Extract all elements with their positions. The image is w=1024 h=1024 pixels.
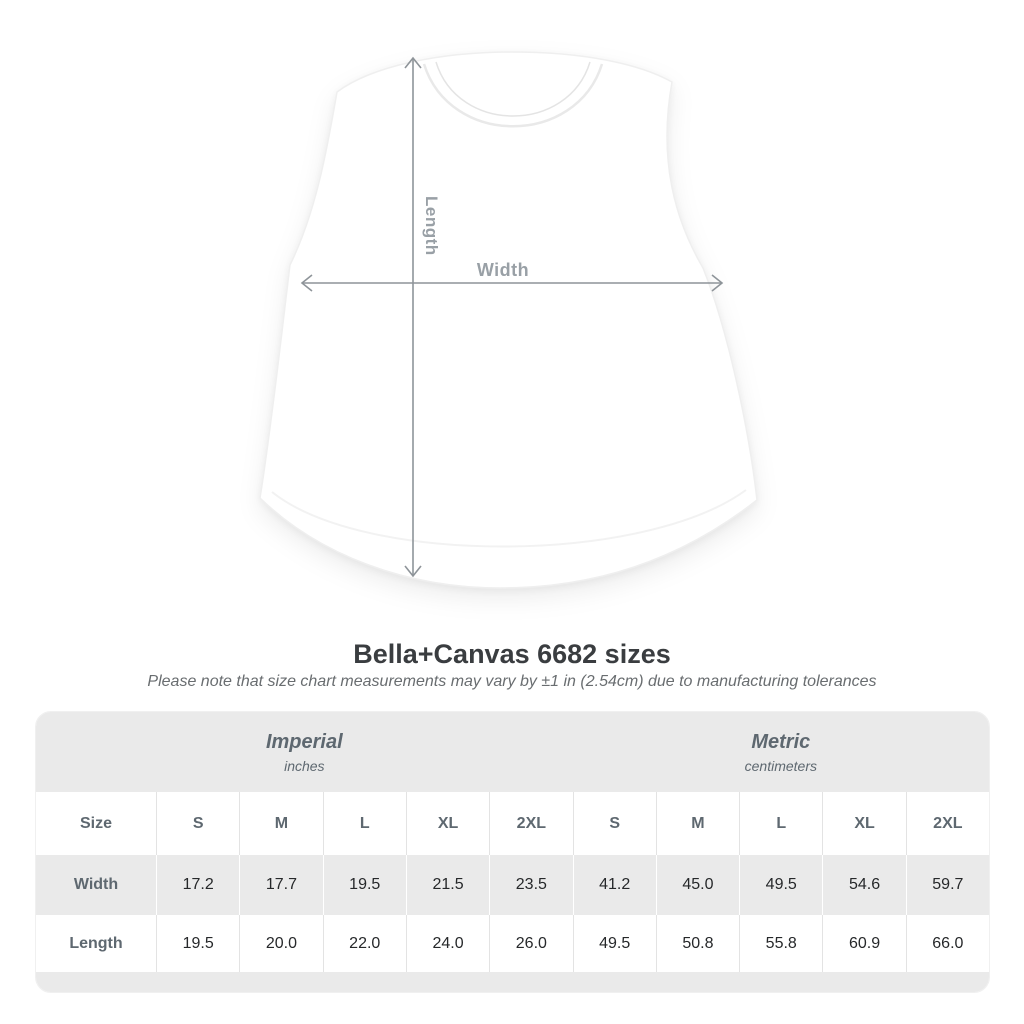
length-row <box>36 915 989 972</box>
col-header-imperial-s: S <box>156 792 239 855</box>
width-row-label: Width <box>73 876 119 893</box>
col-header-imperial-l: L <box>323 792 406 855</box>
width-value: 41.2 <box>573 855 656 915</box>
col-header-metric-2xl: 2XL <box>906 792 989 855</box>
unit-group-header-row <box>36 712 989 792</box>
length-value: 24.0 <box>406 915 489 972</box>
length-value: 20.0 <box>239 915 322 972</box>
size-column-header: Size <box>79 814 112 832</box>
width-value: 49.5 <box>739 855 822 915</box>
col-header-metric-l: L <box>739 792 822 855</box>
length-measure-label: Length <box>422 196 441 256</box>
col-header-metric-xl: XL <box>822 792 905 855</box>
width-value: 59.7 <box>906 855 989 915</box>
size-table <box>35 711 990 993</box>
length-value: 22.0 <box>323 915 406 972</box>
width-value: 23.5 <box>489 855 572 915</box>
metric-unit-label: centimeters <box>744 757 817 774</box>
col-header-metric-m: M <box>656 792 739 855</box>
metric-label: Metric <box>751 730 811 753</box>
table-footer-band <box>36 972 989 992</box>
col-header-imperial-m: M <box>239 792 322 855</box>
width-value: 17.2 <box>156 855 239 915</box>
col-header-imperial-2xl: 2XL <box>489 792 572 855</box>
length-value: 50.8 <box>656 915 739 972</box>
col-header-metric-s: S <box>573 792 656 855</box>
length-value: 66.0 <box>906 915 989 972</box>
imperial-unit-label: inches <box>284 757 325 774</box>
metric-group-header <box>573 712 989 792</box>
imperial-label: Imperial <box>265 730 343 753</box>
col-header-imperial-xl: XL <box>406 792 489 855</box>
width-value: 19.5 <box>323 855 406 915</box>
width-value: 54.6 <box>822 855 905 915</box>
width-value: 21.5 <box>406 855 489 915</box>
length-value: 55.8 <box>739 915 822 972</box>
width-row <box>36 855 989 915</box>
garment-silhouette <box>260 52 757 588</box>
width-value: 45.0 <box>656 855 739 915</box>
length-value: 26.0 <box>489 915 572 972</box>
tolerance-note: Please note that size chart measurements may vary by ±1 in (2.54cm) due to manufacturing tolerances <box>147 673 877 690</box>
width-value: 17.7 <box>239 855 322 915</box>
imperial-group-header <box>36 712 573 792</box>
size-header-row <box>36 792 989 855</box>
width-measure-label: Width <box>476 260 530 280</box>
length-value: 49.5 <box>573 915 656 972</box>
length-row-label: Length <box>69 934 123 952</box>
length-value: 60.9 <box>822 915 905 972</box>
length-value: 19.5 <box>156 915 239 972</box>
page-title: Bella+Canvas 6682 sizes <box>353 639 671 669</box>
